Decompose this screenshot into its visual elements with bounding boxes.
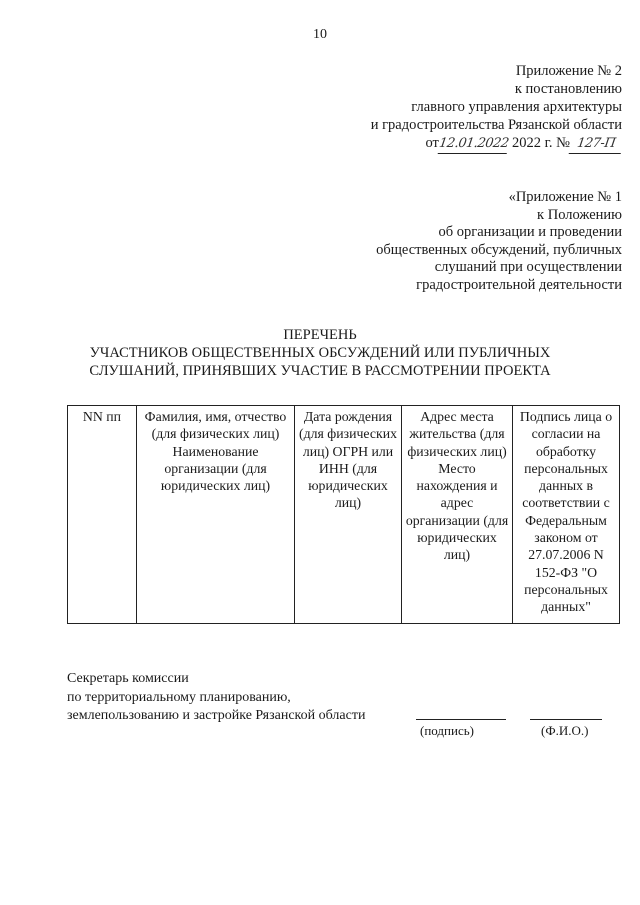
- appendix-1-header: [376, 189, 622, 294]
- signature-underline: [416, 719, 506, 720]
- appendix-2-header: [371, 62, 622, 154]
- signature-caption: (подпись): [420, 723, 474, 738]
- fio-underline: [530, 719, 602, 720]
- appendix-2-line: и градостроительства Рязанской области: [370, 117, 622, 133]
- title-main: ПЕРЕЧЕНЬ: [283, 327, 357, 343]
- column-header-consent: Подпись лица о согласии на обработку персональных данных в соответствии с Федеральным законом от 27.07.2006 N 152-ФЗ "О персональных данных": [513, 406, 620, 624]
- signature-line: землепользованию и застройке Рязанской области: [67, 708, 366, 723]
- signature-line: Секретарь комиссии: [67, 671, 189, 686]
- handwritten-number: 127-П: [569, 135, 624, 154]
- handwritten-date: 12.01.2022: [438, 135, 510, 154]
- participants-table: [67, 405, 620, 624]
- column-header-birthdate: Дата рождения (для физических лиц) ОГРН или ИНН (для юридических лиц): [295, 406, 402, 624]
- title-sub: УЧАСТНИКОВ ОБЩЕСТВЕННЫХ ОБСУЖДЕНИЙ ИЛИ ПУБЛИЧНЫХ СЛУШАНИЙ, ПРИНЯВШИХ УЧАСТИЕ В РАССМОТРЕНИИ ПРОЕКТА: [89, 345, 551, 379]
- appendix-1-line: общественных обсуждений, публичных: [376, 241, 622, 258]
- page-number: 10: [313, 27, 327, 42]
- appendix-1-line: градостроительной деятельности: [416, 276, 622, 293]
- appendix-2-line: Приложение № 2: [515, 63, 622, 79]
- column-header-number: NN пп: [68, 406, 137, 624]
- appendix-1-line: об организации и проведении: [438, 224, 622, 240]
- column-header-name: Фамилия, имя, отчество (для физических лиц) Наименование организации (для юридических лиц): [137, 406, 295, 624]
- date-suffix: 2022 г. №: [511, 135, 570, 151]
- column-header-address: Адрес места жительства (для физических лиц) Место нахождения и адрес организации (для юридических лиц): [402, 406, 513, 624]
- table-header-row: [68, 406, 620, 624]
- date-prefix: от: [425, 135, 439, 151]
- appendix-1-line: к Положению: [537, 206, 622, 223]
- appendix-2-line: главного управления архитектуры: [411, 99, 622, 115]
- appendix-1-line: слушаний при осуществлении: [434, 259, 622, 275]
- document-title: [0, 326, 640, 380]
- appendix-2-date-line: [371, 134, 622, 154]
- signature-line: по территориальному планированию,: [67, 689, 291, 705]
- appendix-2-line: к постановлению: [514, 81, 622, 97]
- signature-block: [67, 670, 365, 726]
- appendix-1-line: «Приложение № 1: [508, 189, 622, 205]
- fio-caption: (Ф.И.О.): [541, 723, 589, 738]
